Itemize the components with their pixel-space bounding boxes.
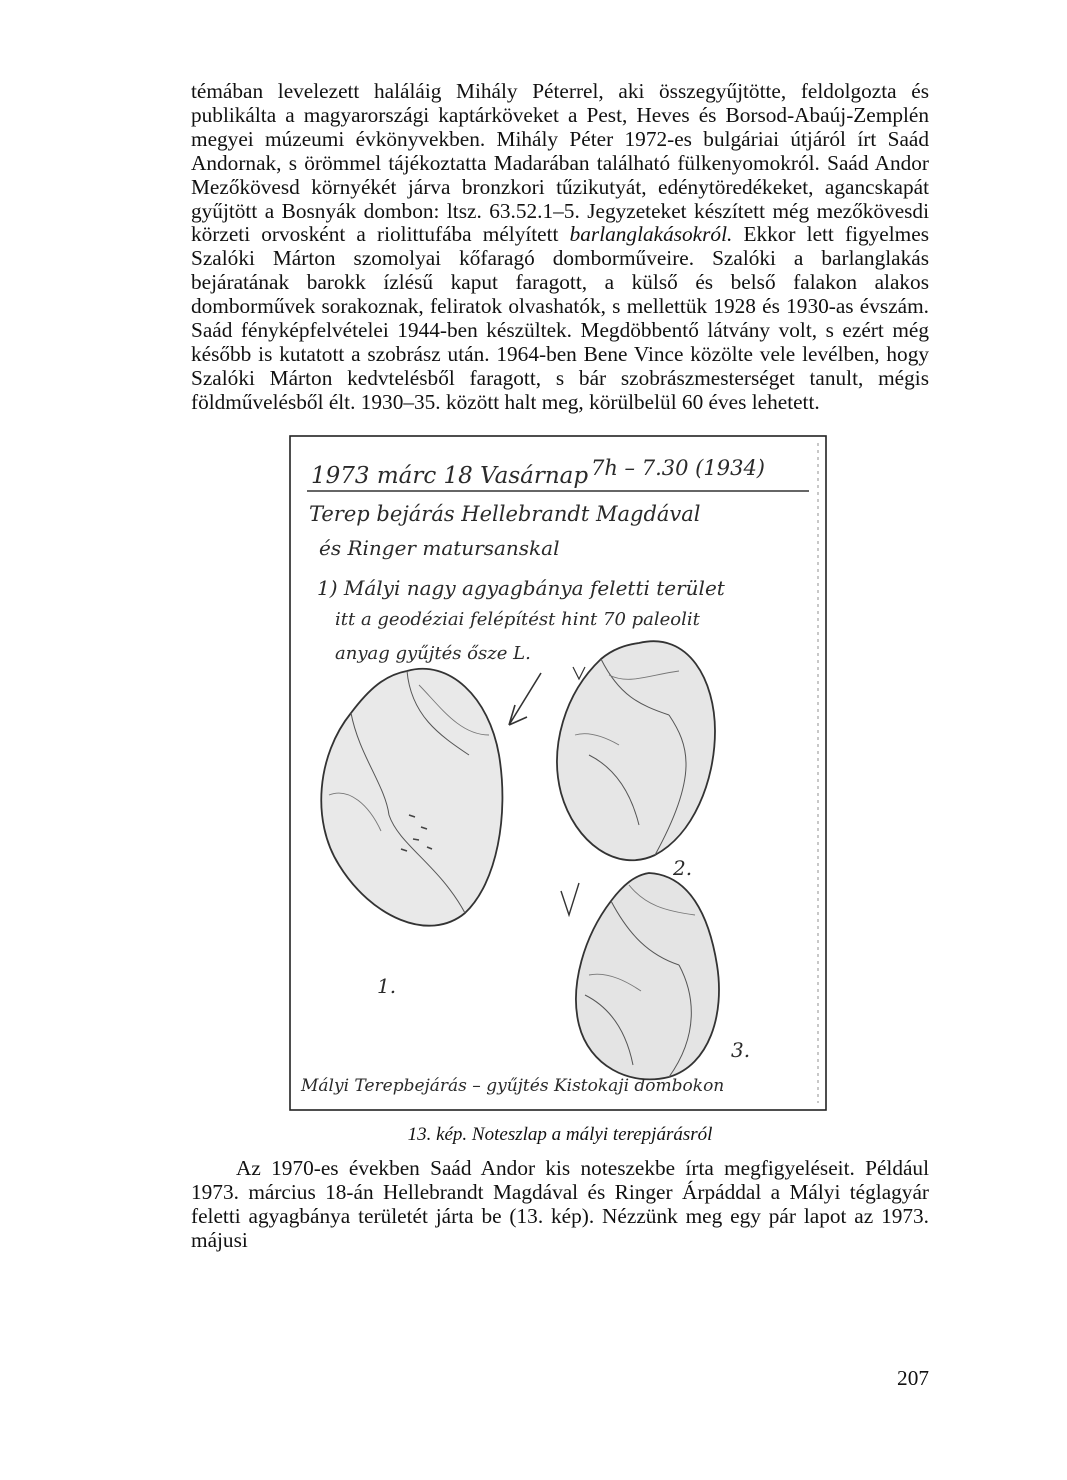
handwriting-line-4: 1) Mályi nagy agyagbánya feletti terület xyxy=(317,576,725,600)
body-text-start: témában levelezett haláláig Mihály Péterrel, aki összegyűjtötte, feldolgozta és publikálta a magyarországi kaptárköveket a Pest, Heves és Borsod-Abaúj-Zemplén megyei múzeumi évkönyvekben. Mihály Péter 1972-es bulgáriai útjáról írt Saád Andornak, s örömmel tájékoztatta Madarában található fülkenyomokról. Saád Andor Mezőkövesd környékét járva bronzkori tűzikutyát, edénytöredékeket, agancskapát gyűjtött a Bosnyák dombon: ltsz. 63.52.1–5. Jegyzeteket készített még mezőkövesdi körzeti orvosként a riolittufába mélyített xyxy=(191,79,929,247)
handwriting-line-1: 1973 márc 18 Vasárnap xyxy=(311,463,589,489)
handwriting-line-3: és Ringer matursanskal xyxy=(319,536,560,560)
body-text-end: Ekkor lett figyelmes Szalóki Márton szomolyai kőfaragó domborműveire. Szalóki a barlanglakás bejáratának barokk ízlésű kaput faragott, a külső és belső falakon alakos domborművek sorakoznak, feliratok olvashatók, s mellettük 1928 és 1930-as évszám. Saád fényképfelvételei 1944-ben készültek. Megdöbbentő látvány volt, s ezért még később is kutatott a szobrász után. 1964-ben Bene Vince közölte vele levélben, hogy Szalóki Márton kedvtelésből faragott, s bár szobrászmesterséget tanult, mégis földművelésből élt. 1930–35. között halt meg, körülbelül 60 éves lehetett. xyxy=(191,222,929,414)
body-paragraph xyxy=(191,80,929,415)
handwriting-line-5: itt a geodéziai felépítést hint 70 paleolit xyxy=(335,609,700,630)
lower-paragraph xyxy=(191,1157,929,1253)
stone-tool-label-3: 3. xyxy=(731,1038,751,1062)
lower-paragraph-text: Az 1970-es években Saád Andor kis noteszekbe írta megfigyeléseit. Például 1973. március 18-án Hellebrandt Magdával és Ringer Árpáddal a Mályi téglagyár feletti agyagbánya területét járta be (13. kép). Nézzünk meg egy pár lapot az 1973. májusi xyxy=(191,1156,929,1252)
handwriting-line-6: anyag gyűjtés ősze L. xyxy=(335,643,531,664)
page-number: 207 xyxy=(897,1366,929,1390)
notebook-page-figure xyxy=(289,435,827,1111)
stone-tool-label-2: 2. xyxy=(673,856,693,880)
handwriting-line-2: Terep bejárás Hellebrandt Magdával xyxy=(309,502,701,526)
figure-caption: 13. kép. Noteszlap a mályi terepjárásról xyxy=(407,1124,713,1145)
handwriting-line-1-right: 7h – 7.30 (1934) xyxy=(591,456,765,480)
handwriting-footer: Mályi Terepbejárás – gyűjtés Kistokaji dombokon xyxy=(301,1076,725,1096)
stone-tool-label-1: 1. xyxy=(377,974,397,998)
notebook-sketch xyxy=(289,435,827,1111)
body-italic-term: barlanglakásokról. xyxy=(569,222,733,247)
